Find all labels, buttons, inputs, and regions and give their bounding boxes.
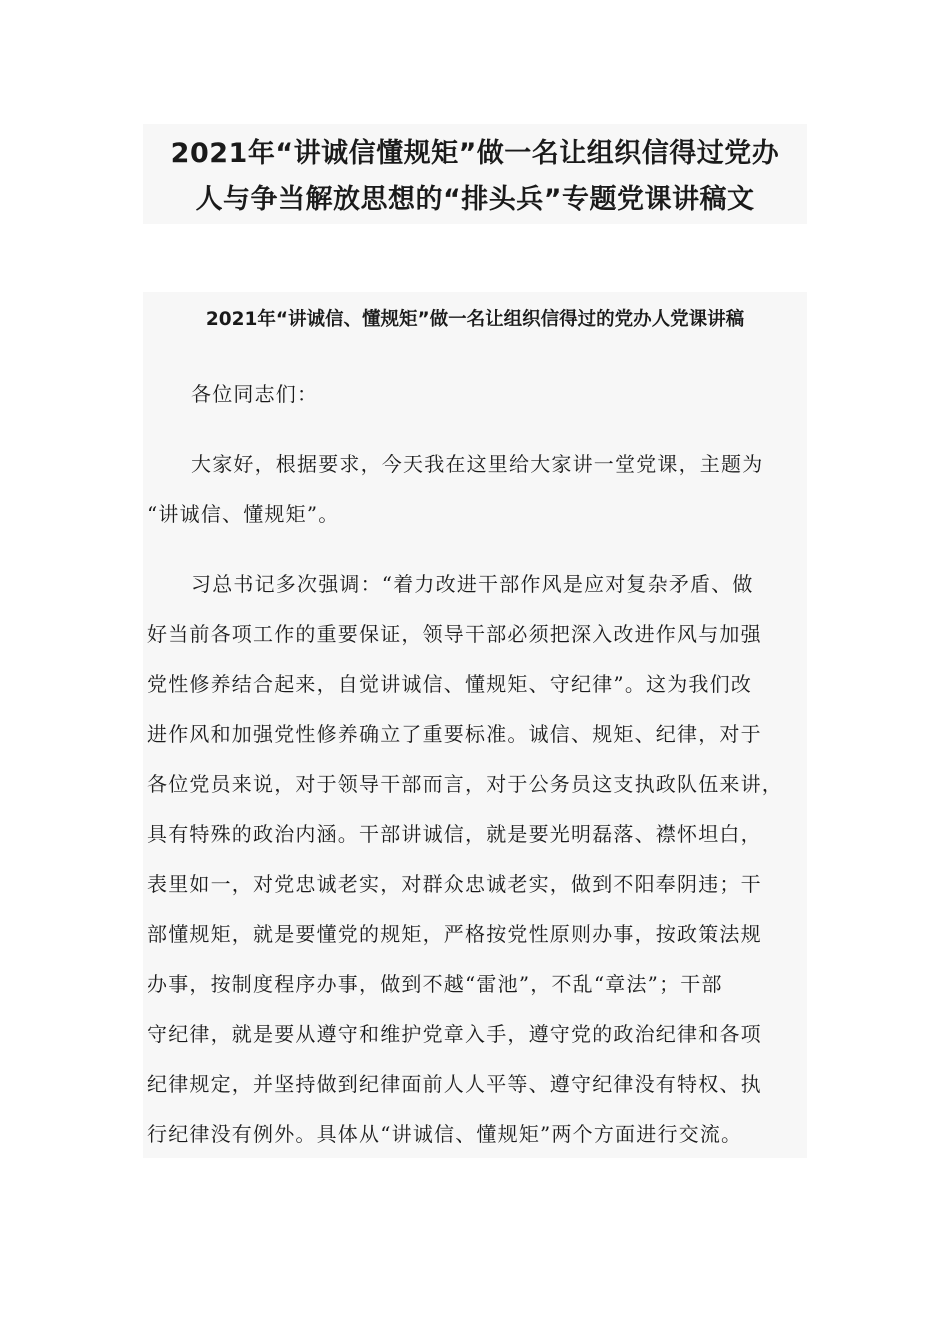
document-title-line-2: 人与争当解放思想的“排头兵”专题党课讲稿文 xyxy=(195,184,755,215)
greeting: 各位同志们： xyxy=(191,382,319,406)
document-title-line-1: 2021年“讲诚信懂规矩”做一名让组织信得过党办 xyxy=(170,138,780,169)
paragraph-2-line: 具有特殊的政治内涵。干部讲诚信，就是要光明磊落、襟怀坦白， xyxy=(147,822,762,846)
paragraph-2-line: 各位党员来说，对于领导干部而言，对于公务员这支执政队伍来讲， xyxy=(147,772,783,796)
paragraph-2-line: 部懂规矩，就是要懂党的规矩，严格按党性原则办事，按政策法规 xyxy=(147,922,762,946)
paragraph-2-line: 守纪律，就是要从遵守和维护党章入手，遵守党的政治纪律和各项 xyxy=(147,1022,762,1046)
paragraph-2-line: 党性修养结合起来，自觉讲诚信、懂规矩、守纪律”。这为我们改 xyxy=(147,672,753,696)
document-subtitle: 2021年“讲诚信、懂规矩”做一名让组织信得过的党办人党课讲稿 xyxy=(205,309,745,330)
paragraph-2-line: 表里如一，对党忠诚老实，对群众忠诚老实，做到不阳奉阴违；干 xyxy=(147,872,762,896)
paragraph-2-line: 办事，按制度程序办事，做到不越“雷池”，不乱“章法”；干部 xyxy=(147,972,723,996)
document-body xyxy=(143,292,807,1158)
paragraph-2-line: 行纪律没有例外。具体从“讲诚信、懂规矩”两个方面进行交流。 xyxy=(147,1122,743,1146)
paragraph-1-line: 大家好，根据要求，今天我在这里给大家讲一堂党课，主题为 xyxy=(191,452,764,476)
document-title-block xyxy=(143,124,807,224)
paragraph-2-line: 习总书记多次强调：“着力改进干部作风是应对复杂矛盾、做 xyxy=(191,572,754,596)
paragraph-2-line: 好当前各项工作的重要保证，领导干部必须把深入改进作风与加强 xyxy=(147,622,762,646)
paragraph-2-line: 纪律规定，并坚持做到纪律面前人人平等、遵守纪律没有特权、执 xyxy=(147,1072,762,1096)
paragraph-2-line: 进作风和加强党性修养确立了重要标准。诚信、规矩、纪律，对于 xyxy=(147,722,762,746)
paragraph-1-line: “讲诚信、懂规矩”。 xyxy=(147,502,340,526)
